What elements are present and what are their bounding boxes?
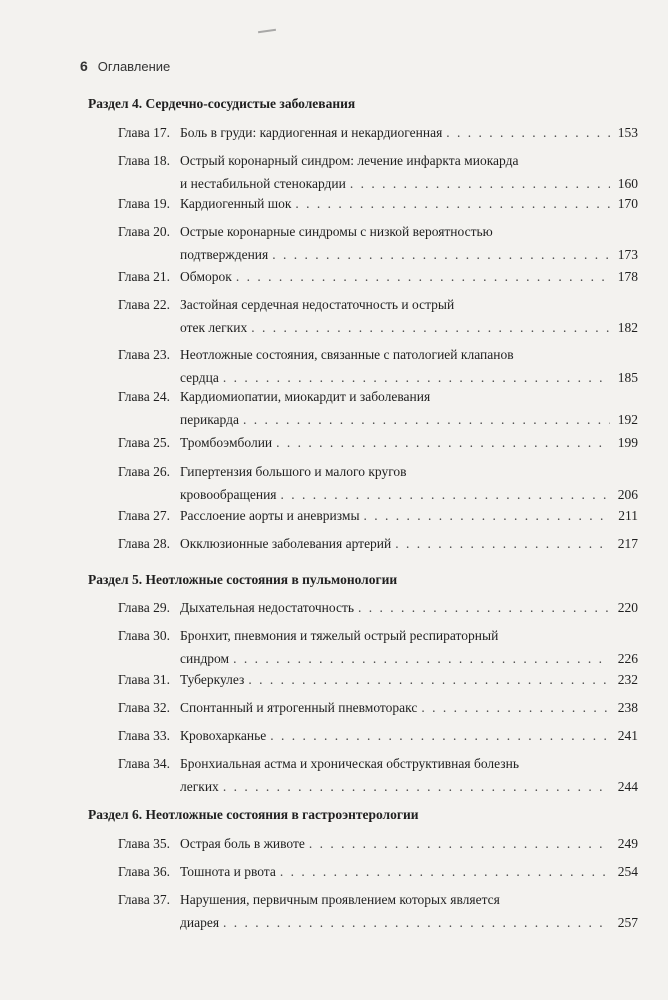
chapter-number: Глава 35. — [118, 836, 170, 851]
chapter-title: Окклюзионные заболевания артерий — [180, 536, 392, 551]
toc-entry[interactable] — [118, 724, 638, 747]
chapter-number: Глава 20. — [118, 224, 170, 239]
chapter-title: Тромбоэмболии — [180, 435, 273, 450]
page-ref: 192 — [617, 412, 638, 427]
toc-entry[interactable] — [118, 149, 638, 195]
dot-leader — [223, 911, 610, 934]
dot-leader — [421, 696, 610, 719]
chapter-title: подтверждения — [180, 247, 269, 262]
toc-entry-line — [118, 596, 638, 619]
page-ref: 220 — [617, 600, 638, 615]
chapter-number: Глава 32. — [118, 700, 170, 715]
toc-entry[interactable] — [118, 596, 638, 619]
toc-entry[interactable] — [118, 696, 638, 719]
toc-entry-line — [118, 149, 638, 172]
chapter-number: Глава 21. — [118, 269, 170, 284]
toc-entry-line — [118, 696, 638, 719]
toc-entry[interactable] — [118, 460, 638, 506]
scan-mark — [258, 29, 276, 33]
chapter-number: Глава 37. — [118, 892, 170, 907]
page-ref: 232 — [617, 672, 638, 687]
toc-entry[interactable] — [118, 624, 638, 670]
toc-entry-line — [118, 385, 638, 408]
toc-entry[interactable] — [118, 293, 638, 339]
chapter-title: Боль в груди: кардиогенная и некардиогенная — [180, 125, 443, 140]
page-ref: 170 — [617, 196, 638, 211]
page-ref: 206 — [617, 487, 638, 502]
dot-leader — [364, 504, 610, 527]
chapter-title: Обморок — [180, 269, 232, 284]
chapter-title: отек легких — [180, 320, 248, 335]
toc-entry-line — [118, 243, 638, 266]
toc-entry-line — [118, 504, 638, 527]
page-ref: 226 — [617, 651, 638, 666]
chapter-number: Глава 27. — [118, 508, 170, 523]
page-ref: 178 — [617, 269, 638, 284]
page-ref: 244 — [617, 779, 638, 794]
chapter-title: кровообращения — [180, 487, 277, 502]
toc-entry-line — [118, 293, 638, 316]
section-heading: Раздел 6. Неотложные состояния в гастроэнтерологии — [88, 807, 419, 822]
page-title: Оглавление — [97, 59, 171, 74]
toc-entry[interactable] — [118, 832, 638, 855]
toc-entry-line — [118, 647, 638, 670]
chapter-number: Глава 28. — [118, 536, 170, 551]
toc-entry-line — [118, 408, 638, 431]
dot-leader — [309, 832, 610, 855]
toc-entry-line — [118, 460, 638, 483]
chapter-number: Глава 24. — [118, 389, 170, 404]
page-header — [80, 58, 170, 74]
toc-entry-line — [118, 911, 638, 934]
chapter-number: Глава 25. — [118, 435, 170, 450]
toc-entry-line — [118, 624, 638, 647]
chapter-number: Глава 33. — [118, 728, 170, 743]
chapter-number: Глава 22. — [118, 297, 170, 312]
page-ref: 199 — [617, 435, 638, 450]
chapter-title: Тошнота и рвота — [180, 864, 276, 879]
chapter-title: Дыхательная недостаточность — [180, 600, 355, 615]
dot-leader — [248, 668, 610, 691]
page-ref: 249 — [617, 836, 638, 851]
toc-entry[interactable] — [118, 752, 638, 798]
chapter-number: Глава 36. — [118, 864, 170, 879]
chapter-title: Острый коронарный синдром: лечение инфаркта миокарда — [180, 153, 519, 168]
dot-leader — [270, 724, 610, 747]
dot-leader — [251, 316, 610, 339]
toc-entry-line — [118, 343, 638, 366]
toc-entry-line — [118, 316, 638, 339]
toc-entry[interactable] — [118, 265, 638, 288]
dot-leader — [395, 532, 610, 555]
chapter-title: синдром — [180, 651, 230, 666]
toc-entry-line — [118, 752, 638, 775]
chapter-number: Глава 17. — [118, 125, 170, 140]
toc-entry-line — [118, 532, 638, 555]
page-ref: 153 — [617, 125, 638, 140]
dot-leader — [358, 596, 610, 619]
dot-leader — [233, 647, 610, 670]
toc-entry[interactable] — [118, 504, 638, 527]
page-ref: 238 — [617, 700, 638, 715]
toc-entry-line — [118, 265, 638, 288]
toc-entry[interactable] — [118, 532, 638, 555]
dot-leader — [276, 431, 610, 454]
page-ref: 241 — [617, 728, 638, 743]
chapter-number: Глава 23. — [118, 347, 170, 362]
toc-entry-line — [118, 220, 638, 243]
chapter-title: Острая боль в животе — [180, 836, 305, 851]
chapter-title: Кардиомиопатии, миокардит и заболевания — [180, 389, 431, 404]
chapter-title: сердца — [180, 370, 219, 385]
chapter-title: Спонтанный и ятрогенный пневмоторакс — [180, 700, 418, 715]
page-ref: 173 — [617, 247, 638, 262]
page-number: 6 — [80, 58, 88, 74]
chapter-number: Глава 19. — [118, 196, 170, 211]
page-ref: 257 — [617, 915, 638, 930]
dot-leader — [243, 408, 610, 431]
toc-entry[interactable] — [118, 343, 638, 389]
toc-entry[interactable] — [118, 121, 638, 144]
page-ref: 211 — [618, 508, 638, 523]
page-ref: 185 — [617, 370, 638, 385]
dot-leader — [223, 775, 610, 798]
chapter-title: Бронхиальная астма и хроническая обструктивная болезнь — [180, 756, 520, 771]
chapter-title: Туберкулез — [180, 672, 245, 687]
chapter-title: Острые коронарные синдромы с низкой вероятностью — [180, 224, 493, 239]
chapter-number: Глава 31. — [118, 672, 170, 687]
toc-entry[interactable] — [118, 192, 638, 215]
chapter-title: Кардиогенный шок — [180, 196, 292, 211]
chapter-number: Глава 18. — [118, 153, 170, 168]
toc-entry[interactable] — [118, 220, 638, 266]
dot-leader — [280, 860, 610, 883]
dot-leader — [272, 243, 610, 266]
toc-entry-line — [118, 431, 638, 454]
toc-entry[interactable] — [118, 431, 638, 454]
section-heading: Раздел 5. Неотложные состояния в пульмонологии — [88, 572, 398, 587]
toc-entry-line — [118, 860, 638, 883]
toc-entry[interactable] — [118, 888, 638, 934]
chapter-number: Глава 29. — [118, 600, 170, 615]
chapter-number: Глава 26. — [118, 464, 170, 479]
dot-leader — [236, 265, 610, 288]
section-heading: Раздел 4. Сердечно-сосудистые заболевания — [88, 96, 356, 111]
page-ref: 160 — [617, 176, 638, 191]
toc-entry[interactable] — [118, 860, 638, 883]
toc-entry[interactable] — [118, 385, 638, 431]
page-ref: 254 — [617, 864, 638, 879]
toc-entry-line — [118, 668, 638, 691]
page-ref: 182 — [617, 320, 638, 335]
toc-entry-line — [118, 192, 638, 215]
chapter-title: перикарда — [180, 412, 239, 427]
toc-entry[interactable] — [118, 668, 638, 691]
chapter-title: Бронхит, пневмония и тяжелый острый респираторный — [180, 628, 499, 643]
toc-entry-line — [118, 888, 638, 911]
chapter-title: и нестабильной стенокардии — [180, 176, 346, 191]
chapter-title: Кровохарканье — [180, 728, 267, 743]
chapter-title: Неотложные состояния, связанные с патологией клапанов — [180, 347, 514, 362]
chapter-title: Гипертензия большого и малого кругов — [180, 464, 407, 479]
chapter-number: Глава 34. — [118, 756, 170, 771]
chapter-number: Глава 30. — [118, 628, 170, 643]
chapter-title: Расслоение аорты и аневризмы — [180, 508, 360, 523]
chapter-title: легких — [180, 779, 219, 794]
dot-leader — [281, 483, 611, 506]
toc-entry-line — [118, 724, 638, 747]
chapter-title: диарея — [180, 915, 220, 930]
chapter-title: Застойная сердечная недостаточность и острый — [180, 297, 455, 312]
toc-entry-line — [118, 832, 638, 855]
page-ref: 217 — [617, 536, 638, 551]
toc-entry-line — [118, 775, 638, 798]
toc-entry-line — [118, 121, 638, 144]
dot-leader — [295, 192, 610, 215]
toc-entry-line — [118, 483, 638, 506]
chapter-title: Нарушения, первичным проявлением которых является — [180, 892, 500, 907]
dot-leader — [446, 121, 610, 144]
